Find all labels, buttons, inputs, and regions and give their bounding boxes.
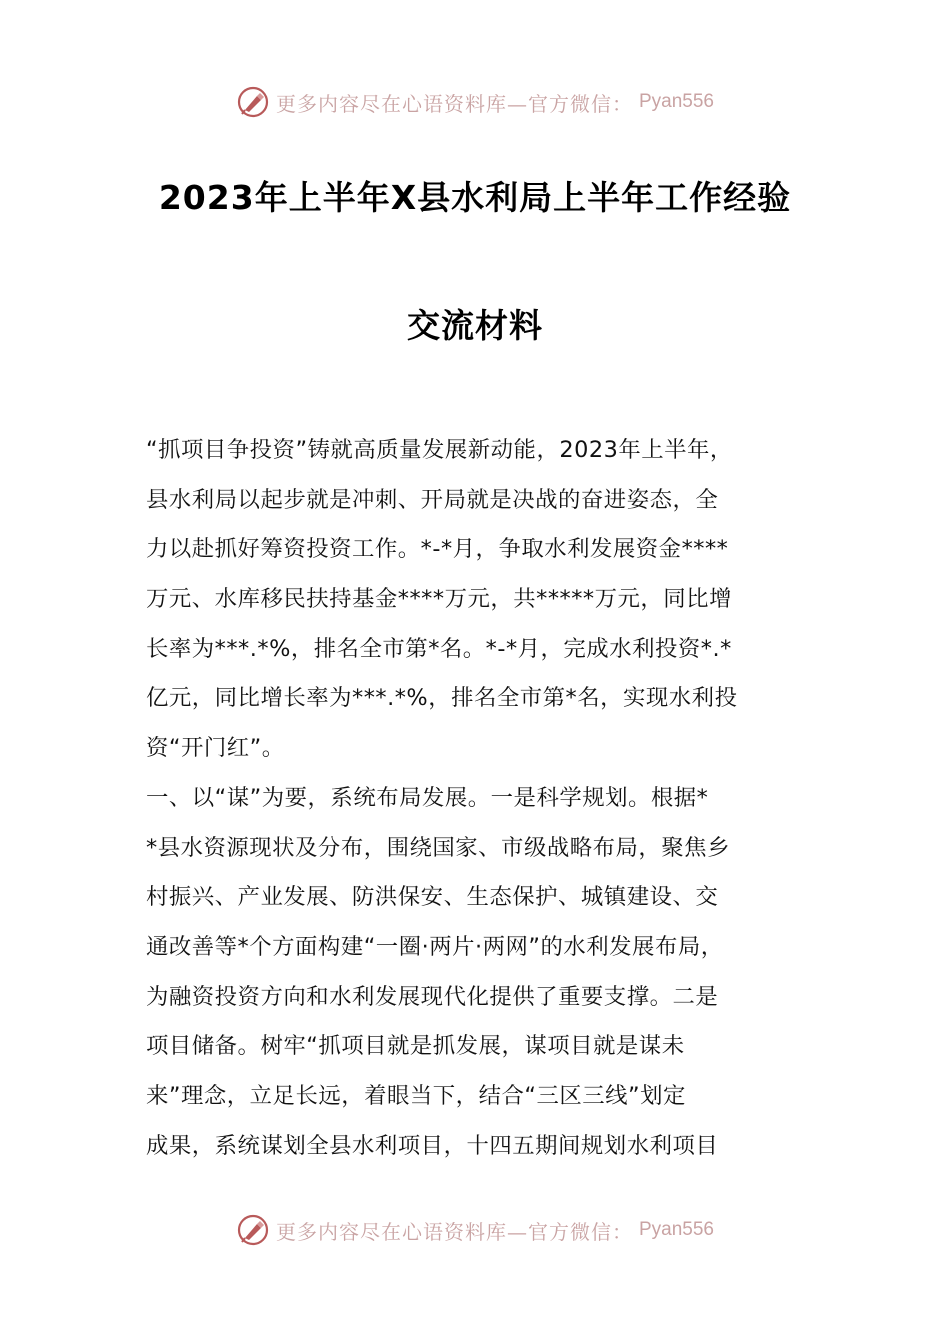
document-body (146, 428, 818, 1173)
body-line: 村振兴、产业发展、防洪保安、生态保护、城镇建设、交 (146, 884, 719, 911)
body-line: 成果，系统谋划全县水利项目，十四五期间规划水利项目 (146, 1132, 719, 1159)
body-line: 县水利局以起步就是冲刺、开局就是决战的奋进姿态，全 (146, 486, 719, 513)
body-line: 一、以“谋”为要，系统布局发展。一是科学规划。根据* (146, 784, 709, 811)
body-line: *县水资源现状及分布，围绕国家、市级战略布局，聚焦乡 (146, 834, 730, 861)
watermark-wechat-id: Pyan556 (638, 91, 714, 112)
body-line: 项目储备。树牢“抓项目就是抓发展，谋项目就是谋未 (146, 1033, 685, 1060)
document-title-line-2: 交流材料 (407, 306, 543, 345)
body-line: 通改善等*个方面构建“一圈·两片·两网”的水利发展布局， (146, 933, 724, 960)
body-line: 万元、水库移民扶持基金****万元，共*****万元，同比增 (146, 586, 732, 613)
watermark-text: 更多内容尽在心语资料库—官方微信： (275, 1219, 633, 1244)
watermark-header (0, 82, 950, 122)
document-title-line-1: 2023年上半年X县水利局上半年工作经验 (158, 178, 792, 217)
body-line: 为融资投资方向和水利发展现代化提供了重要支撑。二是 (146, 983, 719, 1010)
body-line: 资“开门红”。 (146, 735, 285, 762)
watermark-text: 更多内容尽在心语资料库—官方微信： (275, 91, 633, 116)
pen-nib-logo-icon (236, 1213, 270, 1247)
watermark-footer (0, 1210, 950, 1250)
pen-nib-logo-icon (236, 85, 270, 119)
body-line: 长率为***.*%，排名全市第*名。*-*月，完成水利投资*.* (146, 635, 732, 662)
body-line: 亿元，同比增长率为***.*%，排名全市第*名，实现水利投 (146, 685, 738, 712)
body-line: 来”理念，立足长远，着眼当下，结合“三区三线”划定 (146, 1082, 686, 1109)
body-line: 力以赴抓好筹资投资工作。*-*月，争取水利发展资金**** (146, 536, 729, 563)
body-line: “抓项目争投资”铸就高质量发展新动能，2023年上半年， (146, 437, 733, 463)
watermark-wechat-id: Pyan556 (638, 1219, 714, 1240)
